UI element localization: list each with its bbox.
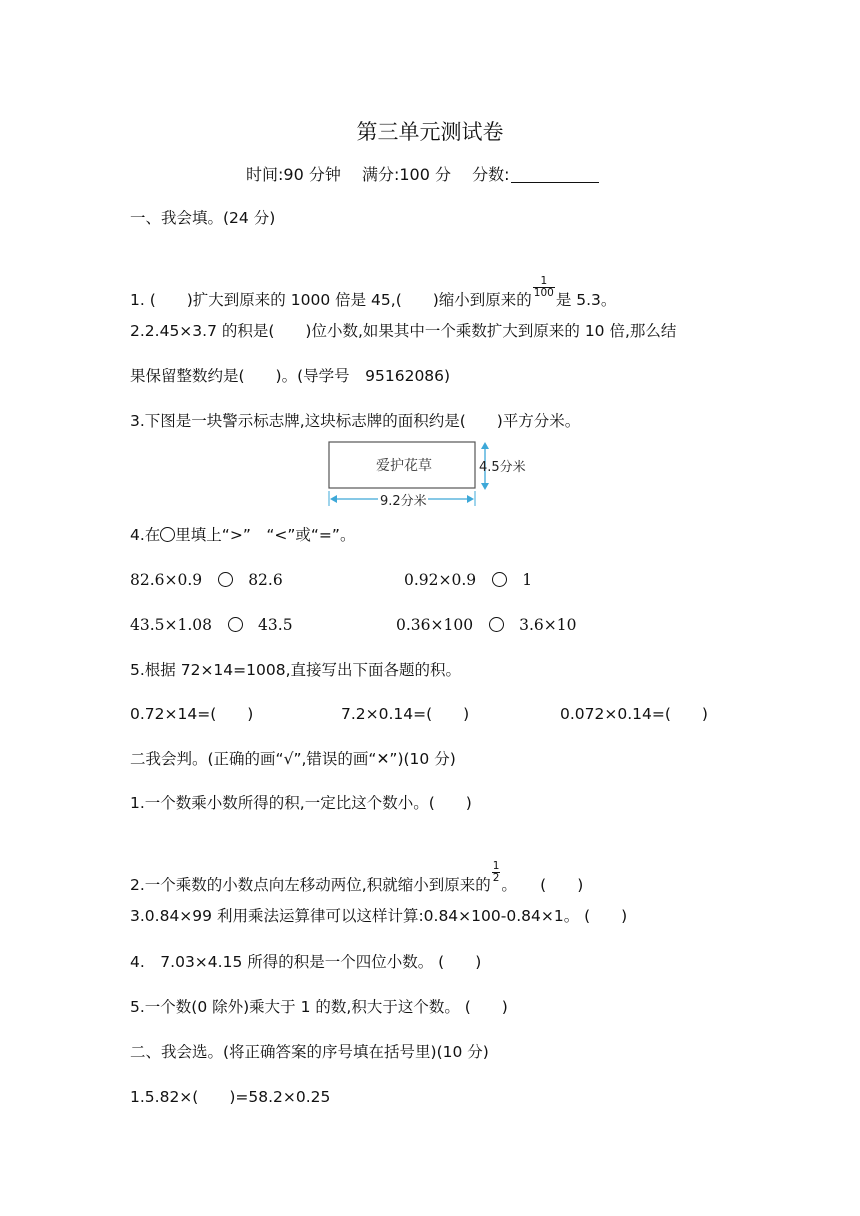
compare-item-3 [130,615,293,635]
full-score-info: 满分:100 分 [361,165,451,184]
warning-sign-figure [328,440,528,512]
compare-left: 82.6×0.9 [130,571,203,589]
sign-text: 爱护花草 [376,458,432,474]
width-arrow-left [330,495,337,503]
judge-question-5: 5.一个数(0 除外)乘大于 1 的数,积大于这个数。 ( ) [130,998,508,1016]
question-1-1 [130,276,616,310]
width-arrow-right [467,495,474,503]
judge-question-2 [130,861,583,895]
compare-right: 43.5 [258,616,293,634]
height-arrow-bottom [481,483,489,490]
section-3-heading: 二、我会选。(将正确答案的序号填在括号里)(10 分) [130,1043,489,1061]
section-1-heading: 一、我会填。(24 分) [130,209,276,227]
compare-circle-icon[interactable] [489,617,504,632]
product-item-1: 0.72×14=( ) [130,705,254,723]
height-arrow-top [481,442,489,449]
choice-question-1: 1.5.82×( )=58.2×0.25 [130,1088,331,1106]
question-1-3: 3.下图是一块警示标志牌,这块标志牌的面积约是( )平方分米。 [130,412,581,430]
compare-item-2 [404,570,532,590]
compare-left: 43.5×1.08 [130,616,213,634]
compare-left: 0.92×0.9 [404,571,477,589]
compare-right: 1 [522,571,533,589]
judge-question-2-text-b: 。 ( ) [501,876,584,894]
fraction-numerator: 1 [533,276,555,288]
judge-question-2-text-a: 2.一个乘数的小数点向左移动两位,积就缩小到原来的 [130,876,491,894]
judge-question-4: 4. 7.03×4.15 所得的积是一个四位小数。 ( ) [130,953,482,971]
width-label: 9.2分米 [380,494,427,509]
fraction-1-100 [533,276,555,299]
compare-item-1 [130,570,283,590]
compare-right: 3.6×10 [519,616,577,634]
compare-item-4 [396,615,577,635]
fraction-numerator: 1 [492,860,500,872]
judge-question-3: 3.0.84×99 利用乘法运算律可以这样计算:0.84×100-0.84×1。 ( ) [130,907,628,925]
question-1-2-line-b: 果保留整数约是( )。(导学号 95162086) [130,367,451,385]
compare-right: 82.6 [248,571,283,589]
judge-question-1: 1.一个数乘小数所得的积,一定比这个数小。( ) [130,794,472,812]
question-1-4-text-a: 4.在 [130,526,161,544]
question-1-4 [130,525,355,545]
warning-sign-svg [328,440,528,512]
fraction-denominator: 100 [533,287,554,299]
score-blank [511,166,599,183]
fraction-denominator: 2 [492,872,500,884]
page-title: 第三单元测试卷 [356,120,504,144]
compare-circle-icon[interactable] [228,617,243,632]
product-item-2: 7.2×0.14=( ) [341,705,470,723]
exam-info [246,162,599,185]
fraction-1-2 [492,861,501,884]
height-label: 4.5分米 [479,460,526,475]
compare-left: 0.36×100 [396,616,474,634]
score-label: 分数: [472,165,510,184]
compare-circle-icon[interactable] [218,572,233,587]
compare-circle-icon [160,527,175,542]
time-info: 时间:90 分钟 [246,165,341,184]
question-1-2-line-a: 2.2.45×3.7 的积是( )位小数,如果其中一个乘数扩大到原来的 10 倍,那么结 [130,322,677,340]
section-2-heading: 二我会判。(正确的画“√”,错误的画“✕”)(10 分) [130,750,456,768]
compare-circle-icon[interactable] [492,572,507,587]
question-1-4-text-b: 里填上“>” “<”或“=”。 [175,526,356,544]
question-1-1-text-b: 是 5.3。 [555,291,617,309]
question-1-5: 5.根据 72×14=1008,直接写出下面各题的积。 [130,661,462,679]
question-1-1-text-a: 1. ( )扩大到原来的 1000 倍是 45,( )缩小到原来的 [130,291,532,309]
product-item-3: 0.072×0.14=( ) [560,705,708,723]
